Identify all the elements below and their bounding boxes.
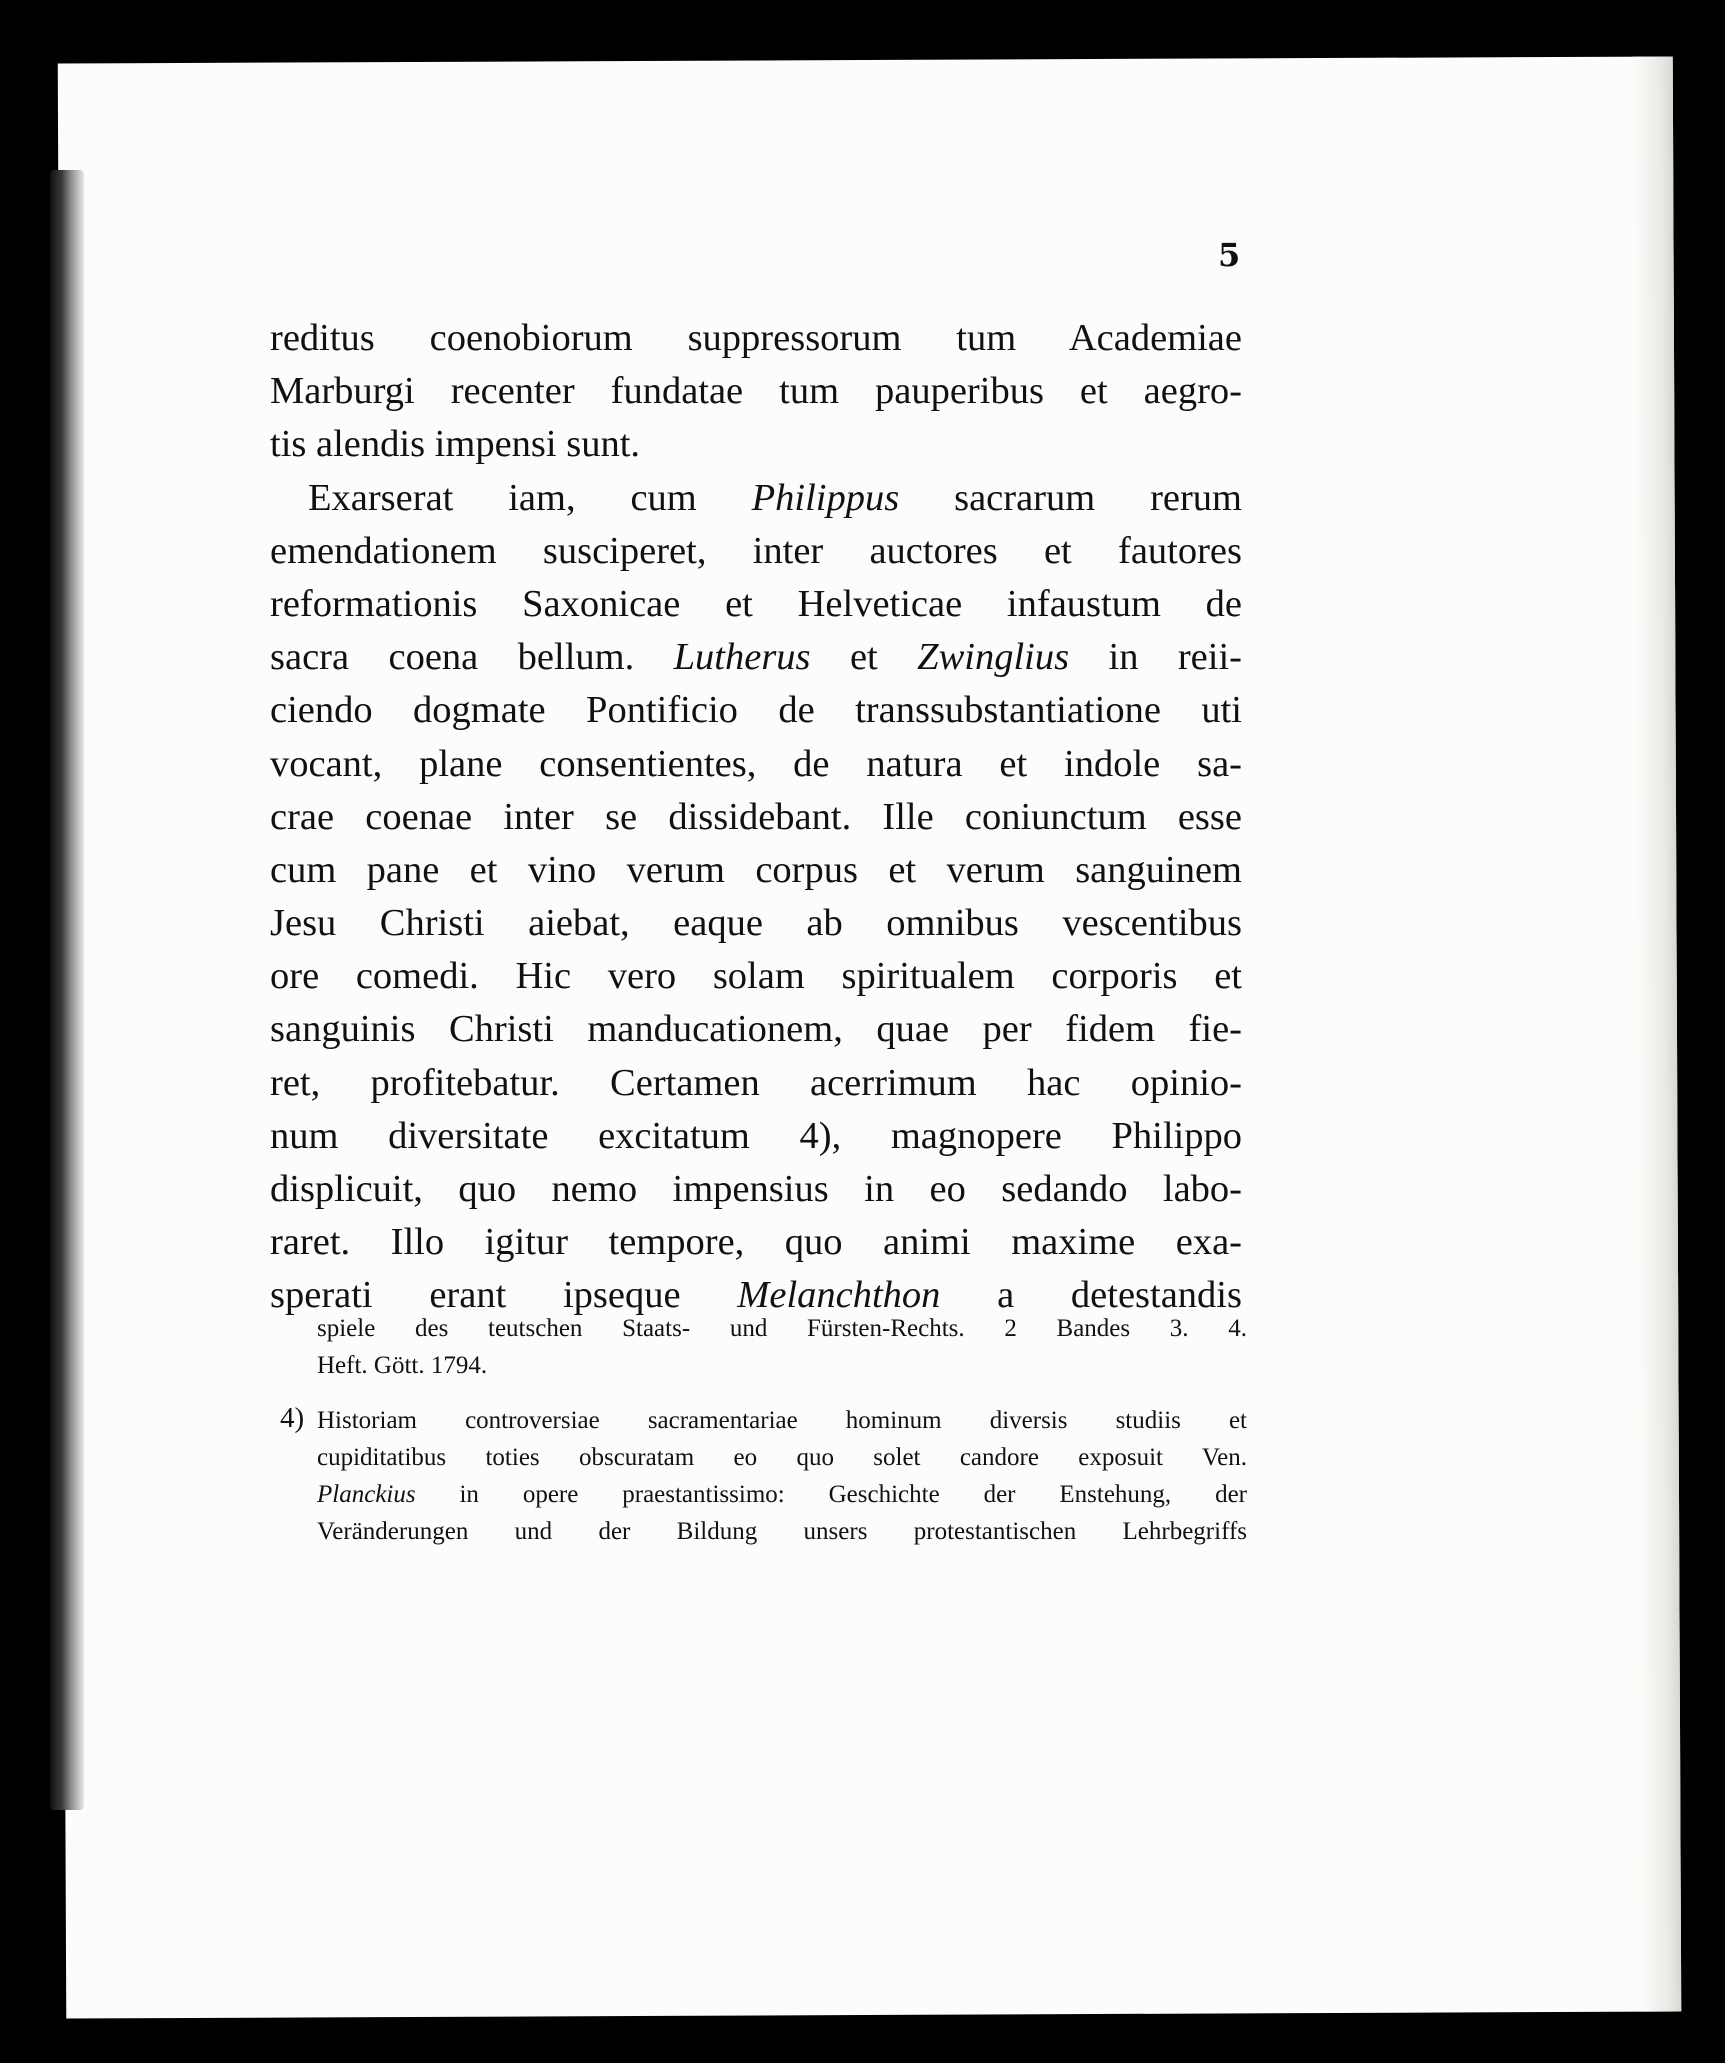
text-line xyxy=(270,897,1242,950)
text-line xyxy=(270,418,1242,471)
text-run: raret. Illo igitur tempore, quo animi maxime exa- xyxy=(270,1221,1242,1264)
text-run: spiele des teutschen Staats- und Fürsten-Rechts. 2 Bandes 3. 4. xyxy=(317,1315,1247,1342)
text-run: tis alendis impensi sunt. xyxy=(270,423,641,466)
page-edge xyxy=(1633,56,1682,2011)
text-line xyxy=(270,844,1242,897)
italic-name: Lutherus xyxy=(673,636,811,679)
text-run: ciendo dogmate Pontificio de transsubstantiatione uti xyxy=(270,689,1242,732)
text-run: Heft. Gött. 1794. xyxy=(317,1352,488,1379)
text-run: sacrarum rerum xyxy=(899,476,1243,519)
text-line xyxy=(270,1216,1242,1269)
text-run: cupiditatibus toties obscuratam eo quo solet candore exposuit Ven. xyxy=(317,1444,1247,1471)
text-run: sacra coena bellum. xyxy=(270,636,674,679)
text-line xyxy=(270,312,1242,365)
text-run: reformationis Saxonicae et Helveticae infaustum de xyxy=(270,582,1242,625)
text-run: reditus coenobiorum suppressorum tum Academiae xyxy=(270,317,1242,359)
text-line xyxy=(270,631,1242,684)
text-run: sanguinis Christi manducationem, quae per fidem fie- xyxy=(270,1008,1242,1051)
text-line xyxy=(270,684,1242,737)
footnotes xyxy=(280,1310,1247,1550)
text-run: cum pane et vino verum corpus et verum sanguinem xyxy=(270,848,1242,891)
text-run: in reii- xyxy=(1069,636,1242,679)
text-line xyxy=(270,950,1242,1003)
footnote-line xyxy=(317,1439,1247,1476)
text-line xyxy=(270,1110,1242,1163)
footnote-gap xyxy=(317,1384,1247,1402)
text-run: a detestandis xyxy=(940,1274,1242,1317)
text-run: Jesu Christi aiebat, eaque ab omnibus vescentibus xyxy=(270,902,1242,945)
text-run: emendationem susciperet, inter auctores et fautores xyxy=(270,529,1242,572)
footnote-line xyxy=(317,1347,1247,1384)
text-run: Exarserat iam, cum xyxy=(308,476,752,519)
text-run: Historiam controversiae sacramentariae hominum diversis studiis et xyxy=(317,1407,1247,1434)
footnote-marker: 4) xyxy=(280,1402,305,1434)
text-line xyxy=(270,472,1242,525)
text-line xyxy=(270,365,1242,418)
text-run: et xyxy=(810,636,918,679)
text-run: in opere praestantissimo: Geschichte der Enstehung, der xyxy=(415,1481,1247,1508)
footnote-line xyxy=(317,1513,1247,1550)
italic-name: Planckius xyxy=(317,1481,416,1508)
italic-name: Melanchthon xyxy=(737,1274,941,1317)
text-run: crae coenae inter se dissidebant. Ille coniunctum esse xyxy=(270,795,1242,838)
text-run: displicuit, quo nemo impensius in eo sedando labo- xyxy=(270,1168,1242,1210)
text-run: ore comedi. Hic vero solam spiritualem corporis et xyxy=(270,955,1242,998)
text-run: Marburgi recenter fundatae tum pauperibus et aegro- xyxy=(270,370,1242,413)
text-line xyxy=(270,578,1242,631)
text-line xyxy=(270,525,1242,578)
footnote-line xyxy=(317,1476,1247,1513)
text-run: Veränderungen und der Bildung unsers protestantischen Lehrbegriffs xyxy=(317,1518,1247,1545)
main-text xyxy=(270,312,1242,1323)
text-line xyxy=(270,1057,1242,1110)
footnote xyxy=(280,1402,1247,1550)
text-line xyxy=(270,1003,1242,1056)
text-run: sperati erant ipseque xyxy=(270,1274,738,1317)
text-line xyxy=(270,791,1242,844)
text-line xyxy=(270,1163,1242,1216)
footnote xyxy=(317,1310,1247,1384)
text-run: num diversitate excitatum 4), magnopere Philippo xyxy=(270,1114,1242,1157)
book-binding xyxy=(50,170,84,1810)
footnote-line xyxy=(317,1402,1247,1439)
text-run: ret, profitebatur. Certamen acerrimum hac opinio- xyxy=(270,1061,1242,1104)
page-number: 5 xyxy=(1218,236,1241,274)
text-line xyxy=(270,738,1242,791)
footnote-line xyxy=(317,1310,1247,1347)
text-run: vocant, plane consentientes, de natura et indole sa- xyxy=(270,742,1242,785)
italic-name: Zwinglius xyxy=(917,636,1070,679)
italic-name: Philippus xyxy=(751,476,900,519)
